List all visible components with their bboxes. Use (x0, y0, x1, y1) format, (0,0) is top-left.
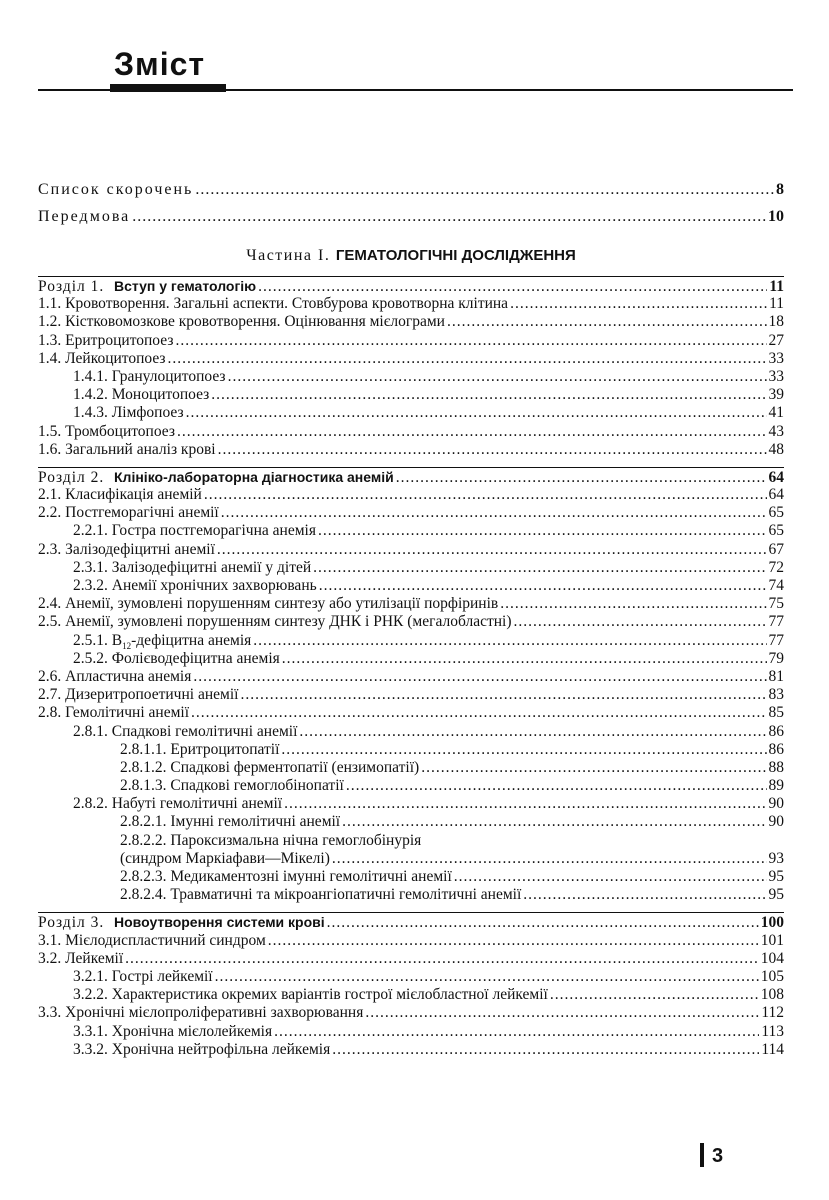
leader-dots (168, 350, 767, 368)
toc-entry-text-after: -дефіцитна анемія (131, 631, 252, 649)
leader-dots (550, 986, 759, 1004)
leader-dots (125, 950, 759, 968)
leader-dots (318, 522, 767, 540)
toc-page-number: 8 (776, 181, 784, 198)
header (38, 40, 793, 100)
toc-entry[interactable] (38, 386, 784, 404)
leader-dots (186, 404, 767, 422)
toc-entry-label (73, 559, 311, 577)
section-label (38, 913, 325, 932)
toc-entry-label (120, 759, 419, 777)
toc-entry-text: 2.2.1. Гостра постгеморагічна анемія (73, 522, 316, 540)
toc-page-number: 88 (768, 758, 784, 776)
leader-dots (342, 813, 766, 831)
sections-container (38, 276, 784, 1059)
toc-entry[interactable] (38, 613, 784, 631)
toc-page-number: 114 (761, 1040, 784, 1058)
toc-entry-text: 3.3.1. Хронічна мієлолейкемія (73, 1022, 273, 1040)
toc-front-item[interactable] (38, 176, 784, 203)
page-title: Зміст (114, 46, 206, 82)
toc-page-number: 67 (768, 540, 784, 558)
toc-section-heading[interactable] (38, 276, 784, 295)
toc-entry-text: 2.5. Анемії, зумовлені порушенням синтезу ДНК і РНК (мегалобластні) (38, 613, 512, 631)
toc-page-number: 95 (768, 868, 784, 885)
toc-entry[interactable] (38, 423, 784, 441)
leader-dots (327, 914, 759, 932)
toc-page-number: 90 (768, 813, 784, 831)
leader-dots (253, 632, 766, 650)
section-label (38, 277, 256, 296)
toc-page-number: 65 (768, 522, 784, 540)
leader-dots (365, 1004, 759, 1022)
leader-dots (204, 486, 767, 504)
toc-entry-text: 1.5. Тромбоцитопоез (38, 422, 175, 440)
toc-entry-text: 1.3. Еритроцитопоез (38, 331, 174, 349)
toc-entry-label (38, 704, 189, 722)
toc-entry[interactable] (38, 1023, 784, 1041)
toc-entry-label (120, 868, 452, 886)
table-of-contents (38, 176, 784, 1059)
leader-dots (193, 668, 766, 686)
toc-page-number: 11 (769, 278, 784, 295)
leader-dots (332, 1041, 759, 1059)
toc-entry-label (38, 295, 508, 313)
leader-dots (258, 278, 767, 296)
toc-page-number: 79 (768, 649, 784, 667)
toc-page-number: 81 (768, 667, 784, 685)
leader-dots (510, 295, 767, 313)
toc-entry[interactable] (38, 686, 784, 704)
leader-dots (177, 423, 767, 441)
toc-entry[interactable] (38, 522, 784, 540)
toc-entry-label: 2.8.2.2. Пароксизмальна нічна гемоглобінурія (120, 831, 422, 849)
toc-entry[interactable] (38, 577, 784, 595)
toc-section-heading[interactable] (38, 467, 784, 486)
toc-entry-text: 2.5.2. Фолієводефіцитна анемія (73, 649, 280, 667)
toc-entry-label (38, 441, 216, 459)
toc-entry[interactable] (38, 350, 784, 368)
toc-entry[interactable] (38, 404, 784, 422)
toc-entry-label (38, 541, 215, 559)
part-heading (38, 236, 784, 276)
subscript: 12 (122, 640, 132, 651)
toc-entry-label (38, 950, 123, 968)
toc-entry[interactable] (38, 813, 784, 831)
leader-dots (211, 386, 766, 404)
toc-entry[interactable] (38, 704, 784, 722)
leader-dots (218, 441, 767, 459)
toc-page-number: 85 (768, 704, 784, 722)
toc-page-number: 100 (760, 914, 784, 932)
toc-entry-label (73, 723, 297, 741)
leader-dots (299, 723, 766, 741)
toc-entry[interactable] (38, 1004, 784, 1022)
section-prefix: Розділ 1. (38, 278, 105, 295)
toc-entry[interactable] (38, 968, 784, 986)
part-prefix: Частина І. (246, 247, 331, 264)
toc-entry-text: 3.2.2. Характеристика окремих варіантів гострої мієлобластної лейкемії (73, 986, 548, 1004)
toc-entry-label (73, 795, 282, 813)
toc-page-number: 112 (761, 1004, 784, 1022)
toc-entry-text: 2.8.2.1. Імунні гемолітичні анемії (120, 813, 341, 831)
toc-entry-label (38, 613, 512, 631)
leader-dots (313, 559, 766, 577)
toc-entry[interactable] (38, 777, 784, 795)
toc-page-number: 64 (768, 468, 784, 486)
toc-entry[interactable] (38, 441, 784, 459)
toc-page-number: 72 (768, 558, 784, 576)
toc-entry-label (73, 1041, 330, 1059)
toc-entry[interactable] (38, 559, 784, 577)
toc-entry-text: 1.1. Кровотворення. Загальні аспекти. Стовбурова кровотворна клітина (38, 295, 509, 313)
toc-entry-label (38, 1004, 363, 1022)
leader-dots (281, 741, 766, 759)
toc-page-number: 18 (768, 313, 784, 331)
toc-entry-label (38, 486, 202, 504)
toc-page-number: 105 (760, 967, 784, 985)
toc-entry[interactable] (38, 868, 784, 886)
leader-dots (346, 777, 767, 795)
header-rule (38, 89, 793, 91)
toc-section (38, 459, 784, 905)
toc-page-number: 101 (760, 931, 784, 949)
toc-page-number: 75 (768, 595, 784, 613)
leader-dots (191, 704, 767, 722)
page-number-bar (700, 1143, 704, 1167)
leader-dots (396, 469, 767, 487)
section-title: Вступ у гематологію (114, 278, 257, 294)
section-title: Новоутворення системи крові (114, 914, 325, 931)
toc-entry-text: 1.2. Кістковомозкове кровотворення. Оцінювання мієлограми (38, 313, 445, 331)
toc-page-number: 10 (768, 208, 784, 225)
toc-entry-label (73, 404, 184, 422)
toc-page-number: 104 (760, 949, 784, 967)
toc-front-label: Передмова (38, 208, 131, 225)
toc-page-number: 74 (768, 577, 784, 594)
toc-entry-text: 2.8. Гемолітичні анемії (38, 704, 189, 722)
toc-page-number: 108 (760, 986, 784, 1004)
leader-dots (274, 1023, 759, 1041)
toc-entry-text: 2.3.2. Анемії хронічних захворювань (73, 577, 317, 594)
toc-entry-text: 2.8.2. Набуті гемолітичні анемії (73, 795, 283, 813)
toc-page-number: 33 (768, 367, 784, 385)
toc-page-number: 86 (768, 740, 784, 758)
toc-entry-text: 2.8.1.3. Спадкові гемоглобінопатії (120, 777, 344, 795)
leader-dots (332, 850, 767, 868)
toc-entry[interactable] (38, 886, 784, 904)
toc-section (38, 904, 784, 1059)
toc-entry[interactable] (38, 741, 784, 759)
leader-dots (132, 203, 766, 230)
toc-entry-label (38, 350, 166, 368)
part-title: ГЕМАТОЛОГІЧНІ ДОСЛІДЖЕННЯ (335, 247, 576, 264)
toc-entry-text: 3.3. Хронічні мієлопроліферативні захворювання (38, 1004, 364, 1022)
leader-dots (500, 595, 766, 613)
toc-entry-label (73, 386, 209, 404)
toc-entry[interactable] (38, 950, 784, 968)
toc-entry-label (38, 313, 445, 331)
toc-entry-text: 2.3. Залізодефіцитні анемії (38, 540, 215, 558)
toc-entry-label (38, 686, 238, 704)
toc-entry-text: 2.8.1. Спадкові гемолітичні анемії (73, 722, 298, 740)
toc-entry[interactable] (38, 368, 784, 386)
toc-entry-label (73, 577, 317, 595)
toc-page-number: 33 (768, 349, 784, 367)
leader-dots (195, 176, 774, 203)
toc-entry-label (38, 423, 175, 441)
section-prefix: Розділ 3. (38, 914, 105, 932)
toc-front-label: Список скорочень (38, 181, 194, 198)
leader-dots (319, 577, 767, 595)
toc-page-number: 113 (761, 1022, 784, 1040)
toc-entry-text: 2.8.1.1. Еритроцитопатії (120, 740, 280, 758)
toc-page-number: 11 (769, 295, 784, 313)
toc-entry-text: 2.2. Постгеморагічні анемії (38, 504, 219, 522)
toc-entry[interactable] (38, 632, 784, 650)
toc-entry-continuation[interactable] (38, 850, 784, 868)
leader-dots (221, 504, 767, 522)
page-number (700, 1143, 723, 1168)
toc-entry[interactable] (38, 541, 784, 559)
toc-entry-text: 2.6. Апластична анемія (38, 667, 192, 685)
section-gap (38, 459, 784, 467)
toc-entry-text: 2.1. Класифікація анемій (38, 486, 202, 504)
toc-entry[interactable] (38, 486, 784, 504)
toc-page-number: 89 (768, 777, 784, 795)
section-label (38, 468, 394, 487)
leader-dots (228, 368, 767, 386)
leader-dots (215, 968, 759, 986)
toc-entry[interactable] (38, 986, 784, 1004)
toc-entry-text: 3.1. Мієлодиспластичний синдром (38, 931, 266, 949)
toc-page-number: 41 (768, 404, 784, 422)
toc-entry[interactable] (38, 595, 784, 613)
leader-dots (217, 541, 767, 559)
toc-entry-text: 2.8.2.3. Медикаментозні імунні гемолітичні анемії (120, 868, 452, 885)
toc-entry[interactable] (38, 1041, 784, 1059)
toc-entry-label (73, 986, 548, 1004)
toc-page-number: 39 (768, 386, 784, 404)
toc-entry-label (73, 368, 226, 386)
leader-dots (421, 759, 766, 777)
toc-entry[interactable] (38, 795, 784, 813)
toc-entry-label (38, 595, 498, 613)
toc-entry-label (38, 332, 173, 350)
toc-entry-text: 3.3.2. Хронічна нейтрофільна лейкемія (73, 1040, 331, 1058)
toc-page-number: 90 (768, 795, 784, 813)
toc-entry[interactable] (38, 313, 784, 331)
toc-entry[interactable] (38, 668, 784, 686)
toc-page-number: 65 (768, 504, 784, 522)
toc-entry-text: 2.5.1. B (73, 631, 123, 649)
toc-entry-text: 2.3.1. Залізодефіцитні анемії у дітей (73, 558, 312, 576)
leader-dots (175, 332, 766, 350)
toc-entry-text: 2.8.2.4. Травматичні та мікроангіопатичні гемолітичні анемії (120, 886, 522, 904)
toc-entry[interactable] (38, 504, 784, 522)
section-gap (38, 904, 784, 912)
toc-entry-label (120, 777, 344, 795)
toc-entry-text: 3.2.1. Гострі лейкемії (73, 967, 213, 985)
toc-entry[interactable] (38, 832, 784, 850)
section-prefix: Розділ 2. (38, 468, 105, 486)
leader-dots (240, 686, 766, 704)
toc-page-number: 83 (768, 686, 784, 704)
toc-page-number: 27 (768, 331, 784, 349)
toc-entry-label (38, 504, 219, 522)
toc-entry-text: 1.4.1. Гранулоцитопоез (73, 367, 226, 385)
leader-dots (268, 932, 759, 950)
leader-dots (523, 886, 766, 904)
toc-entry-label (120, 886, 521, 904)
toc-entry-text: 1.4.2. Моноцитопоез (73, 386, 210, 404)
toc-entry[interactable] (38, 759, 784, 777)
toc-page-number: 64 (768, 486, 784, 504)
toc-entry-text: 2.7. Дизеритропоетичні анемії (38, 686, 239, 704)
toc-entry-label (73, 968, 213, 986)
toc-entry-label (38, 668, 191, 686)
toc-entry-label (73, 650, 280, 668)
toc-entry[interactable] (38, 932, 784, 950)
toc-entry-label (120, 741, 279, 759)
toc-page-number: 93 (768, 849, 784, 867)
toc-entry-label (73, 522, 316, 540)
toc-page-number: 43 (768, 422, 784, 440)
toc-entry-text: 1.4. Лейкоцитопоез (38, 349, 166, 367)
page-number-text: 3 (712, 1145, 724, 1167)
toc-entry[interactable] (38, 295, 784, 313)
leader-dots (282, 650, 767, 668)
toc-entry[interactable] (38, 723, 784, 741)
toc-entry-text: 2.8.1.2. Спадкові ферментопатії (ензимопатії) (120, 758, 420, 776)
section-title: Клініко-лабораторна діагностика анемій (114, 468, 394, 485)
toc-page-number: 95 (768, 886, 784, 904)
toc-entry-label (120, 813, 340, 831)
toc-page-number: 77 (768, 631, 784, 649)
leader-dots (514, 613, 767, 631)
toc-page-number: 48 (768, 440, 784, 458)
leader-dots (454, 868, 767, 886)
toc-entry[interactable] (38, 332, 784, 350)
toc-entry-label (38, 932, 266, 950)
toc-entry[interactable] (38, 650, 784, 668)
toc-front-item[interactable] (38, 203, 784, 230)
leader-dots (284, 795, 766, 813)
toc-section-heading[interactable] (38, 912, 784, 931)
toc-entry-text: 3.2. Лейкемії (38, 949, 124, 967)
leader-dots (447, 313, 767, 331)
toc-section (38, 276, 784, 459)
toc-entry-label-continued: (синдром Маркіафави—Мікелі) (120, 849, 330, 867)
toc-entry-text: 1.4.3. Лімфопоез (73, 404, 184, 422)
toc-page-number: 86 (768, 722, 784, 740)
toc-entry-text: 2.4. Анемії, зумовлені порушенням синтезу або утилізації порфіринів (38, 595, 499, 613)
toc-entry-text: 1.6. Загальний аналіз крові (38, 440, 216, 458)
toc-entry-label (73, 1023, 272, 1041)
toc-page-number: 77 (768, 613, 784, 631)
